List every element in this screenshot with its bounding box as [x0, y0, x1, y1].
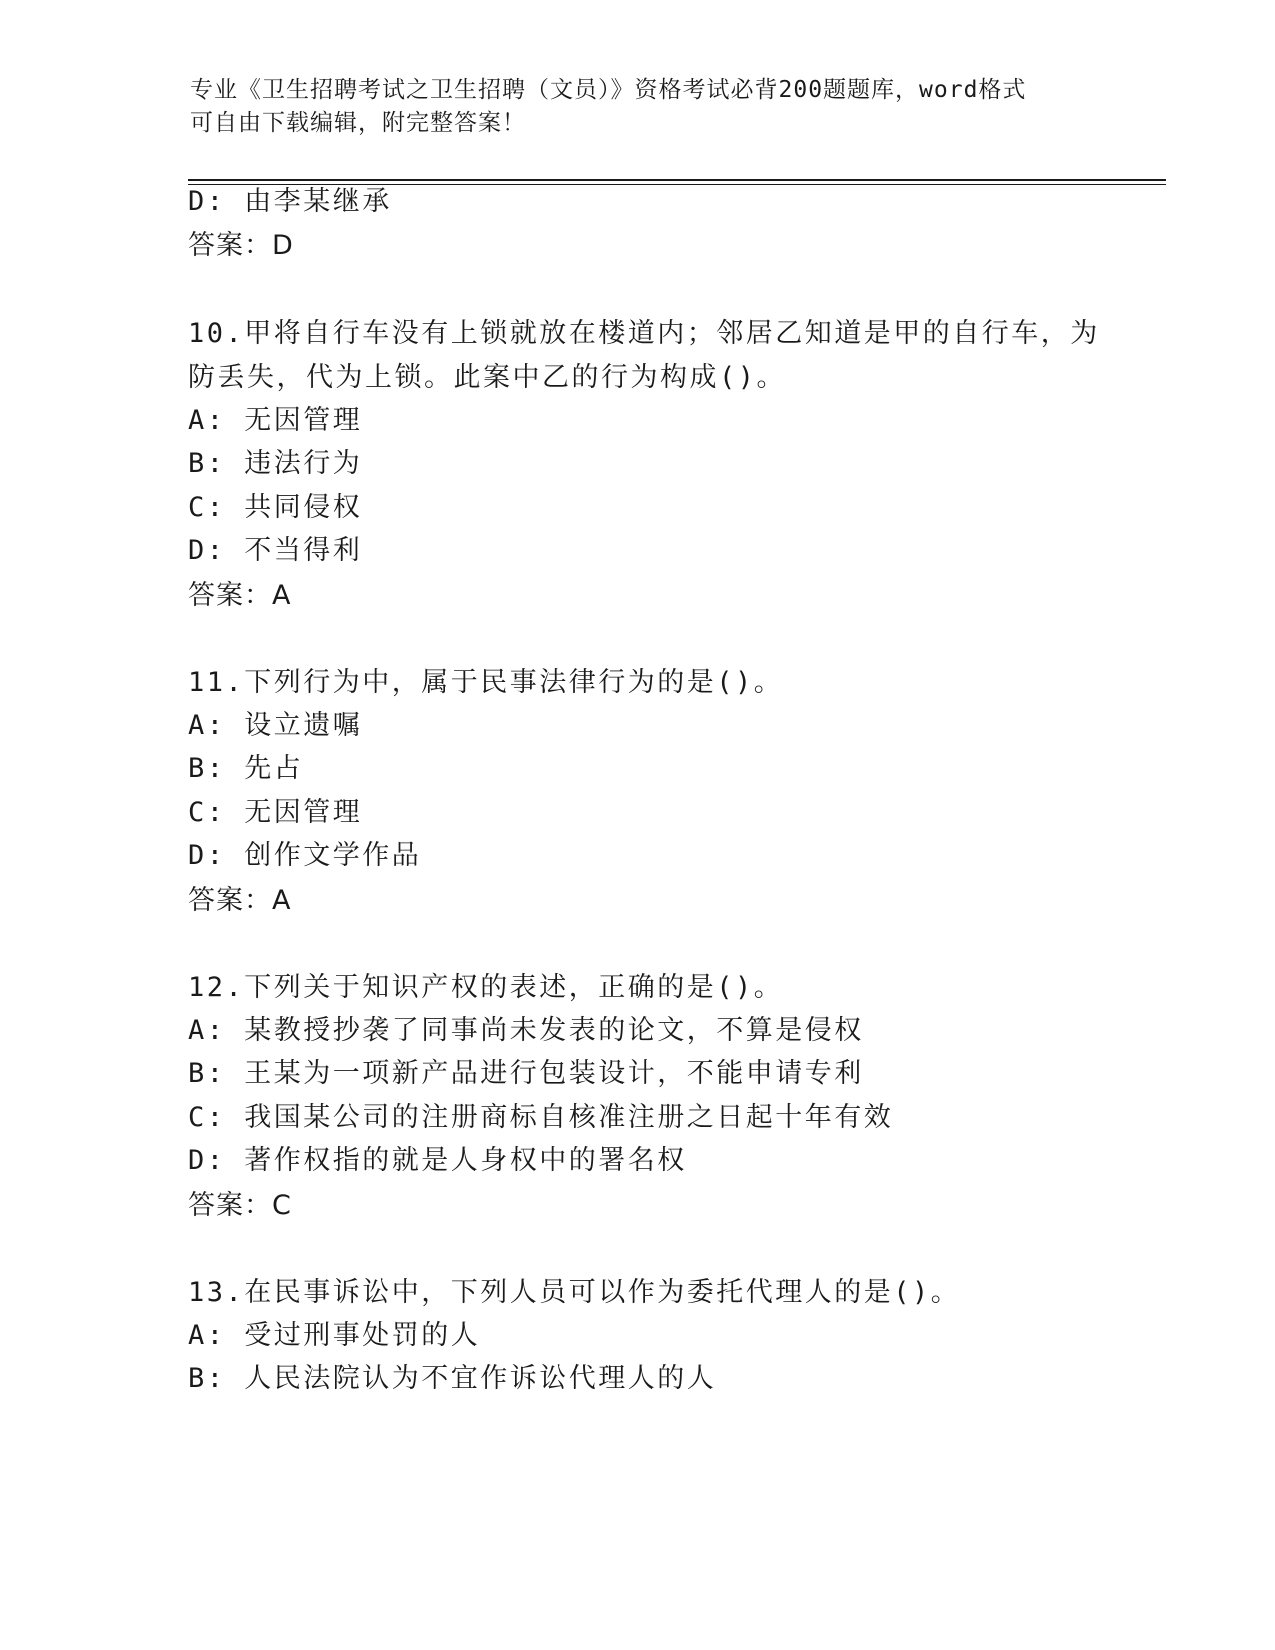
header-line-1: 专业《卫生招聘考试之卫生招聘（文员）》资格考试必背200题题库，word格式: [190, 77, 1027, 103]
header-divider-thick: [188, 179, 1166, 181]
question-13-stem: 13.在民事诉讼中，下列人员可以作为委托代理人的是()。: [188, 1277, 961, 1308]
question-10-stem-line-1: 10.甲将自行车没有上锁就放在楼道内；邻居乙知道是甲的自行车，为: [188, 318, 1100, 349]
question-11-answer: 答案：A: [188, 885, 292, 916]
prev-option-d: D: 由李某继承: [188, 186, 392, 217]
question-12-option-b: B: 王某为一项新产品进行包装设计，不能申请专利: [188, 1058, 864, 1089]
question-10-stem-line-2: 防丢失，代为上锁。此案中乙的行为构成()。: [188, 362, 787, 393]
question-10-option-a: A: 无因管理: [188, 405, 363, 436]
question-12-answer: 答案：C: [188, 1190, 292, 1221]
question-10-answer: 答案：A: [188, 580, 292, 611]
question-10-option-b: B: 违法行为: [188, 448, 363, 479]
question-10-option-c: C: 共同侵权: [188, 492, 363, 523]
prev-answer: 答案：D: [188, 230, 294, 261]
question-13-option-a: A: 受过刑事处罚的人: [188, 1320, 481, 1351]
question-12-stem: 12.下列关于知识产权的表述，正确的是()。: [188, 972, 784, 1003]
question-11-option-a: A: 设立遗嘱: [188, 710, 363, 741]
question-12-option-a: A: 某教授抄袭了同事尚未发表的论文，不算是侵权: [188, 1015, 864, 1046]
question-12-option-c: C: 我国某公司的注册商标自核准注册之日起十年有效: [188, 1102, 894, 1133]
question-10-option-d: D: 不当得利: [188, 535, 363, 566]
question-12-option-d: D: 著作权指的就是人身权中的署名权: [188, 1145, 687, 1176]
document-header: [190, 74, 1090, 140]
question-11-option-b: B: 先占: [188, 753, 304, 784]
question-13-option-b: B: 人民法院认为不宜作诉讼代理人的人: [188, 1363, 717, 1394]
question-11-stem: 11.下列行为中，属于民事法律行为的是()。: [188, 667, 784, 698]
header-divider-thin: [188, 184, 1166, 185]
question-11-option-d: D: 创作文学作品: [188, 840, 422, 871]
header-line-2: 可自由下载编辑，附完整答案！: [190, 110, 526, 136]
question-11-option-c: C: 无因管理: [188, 797, 363, 828]
